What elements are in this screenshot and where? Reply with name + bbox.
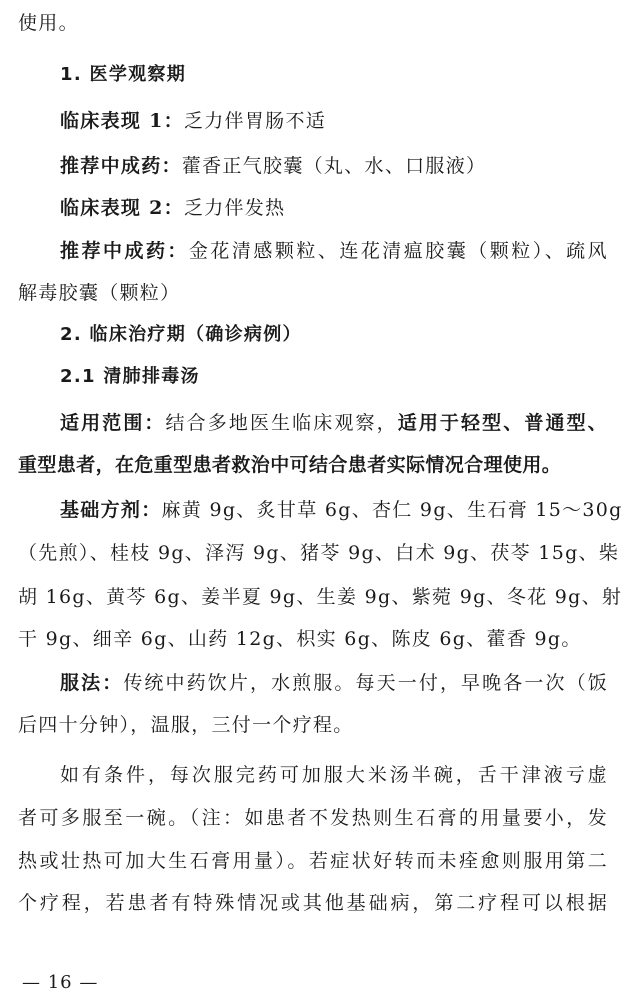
label: 推荐中成药： bbox=[60, 155, 182, 177]
text-bold: 适用于轻型、普通型、 bbox=[397, 412, 608, 434]
scope-of-application bbox=[60, 410, 608, 436]
text-line: 个疗程，若患者有特殊情况或其他基础病，第二疗程可以根据 bbox=[18, 892, 608, 914]
text: 结合多地医生临床观察， bbox=[165, 412, 398, 434]
text-line: 使用。 bbox=[18, 12, 79, 34]
page-number: — 16 — bbox=[22, 972, 99, 993]
label: 适用范围： bbox=[60, 412, 166, 434]
label: 服法： bbox=[60, 672, 124, 694]
text-line: （先煎）、桂枝 9g、泽泻 9g、猪苓 9g、白术 9g、茯苓 15g、柴 bbox=[18, 542, 620, 564]
clinical-manifestation-2 bbox=[60, 195, 608, 221]
section-heading-clinical-treatment: 2. 临床治疗期（确诊病例） bbox=[60, 324, 302, 345]
text: 乏力伴胃肠不适 bbox=[183, 110, 327, 132]
text-line: 胡 16g、黄芩 6g、姜半夏 9g、生姜 9g、紫菀 9g、冬花 9g、射 bbox=[18, 586, 623, 608]
label: 推荐中成药： bbox=[60, 240, 189, 262]
label: 基础方剂： bbox=[60, 499, 162, 521]
text: 传统中药饮片，水煎服。每天一付，早晚各一次（饭 bbox=[123, 672, 608, 694]
text: 金花清感颗粒、连花清瘟胶囊（颗粒）、疏风 bbox=[188, 240, 608, 262]
label: 临床表现 1： bbox=[60, 110, 184, 132]
subsection-heading-qingfei-paidu: 2.1 清肺排毒汤 bbox=[60, 366, 200, 387]
clinical-manifestation-1 bbox=[60, 108, 608, 134]
text-line: 者可多服至一碗。（注：如患者不发热则生石膏的用量要小，发 bbox=[18, 807, 608, 829]
recommended-medicine-2 bbox=[60, 238, 608, 264]
section-heading-medical-observation: 1. 医学观察期 bbox=[60, 64, 187, 85]
text: 乏力伴发热 bbox=[183, 197, 286, 219]
text: 麻黄 9g、炙甘草 6g、杏仁 9g、生石膏 15～30g bbox=[161, 499, 623, 521]
text-line: 热或壮热可加大生石膏用量）。若症状好转而未痊愈则服用第二 bbox=[18, 850, 608, 872]
text-line: 重型患者，在危重型患者救治中可结合患者实际情况合理使用。 bbox=[18, 454, 562, 476]
text: 藿香正气胶囊（丸、水、口服液） bbox=[181, 155, 487, 177]
text-line: 解毒胶囊（颗粒） bbox=[18, 282, 181, 304]
basic-prescription bbox=[60, 497, 623, 523]
label: 临床表现 2： bbox=[60, 197, 184, 219]
text-line: 后四十分钟），温服，三付一个疗程。 bbox=[18, 714, 354, 736]
recommended-medicine-1 bbox=[60, 153, 608, 179]
text-line: 如有条件，每次服完药可加服大米汤半碗，舌干津液亏虚 bbox=[60, 764, 608, 786]
text-line: 干 9g、细辛 6g、山药 12g、枳实 6g、陈皮 6g、藿香 9g。 bbox=[18, 628, 582, 650]
usage bbox=[60, 670, 608, 696]
